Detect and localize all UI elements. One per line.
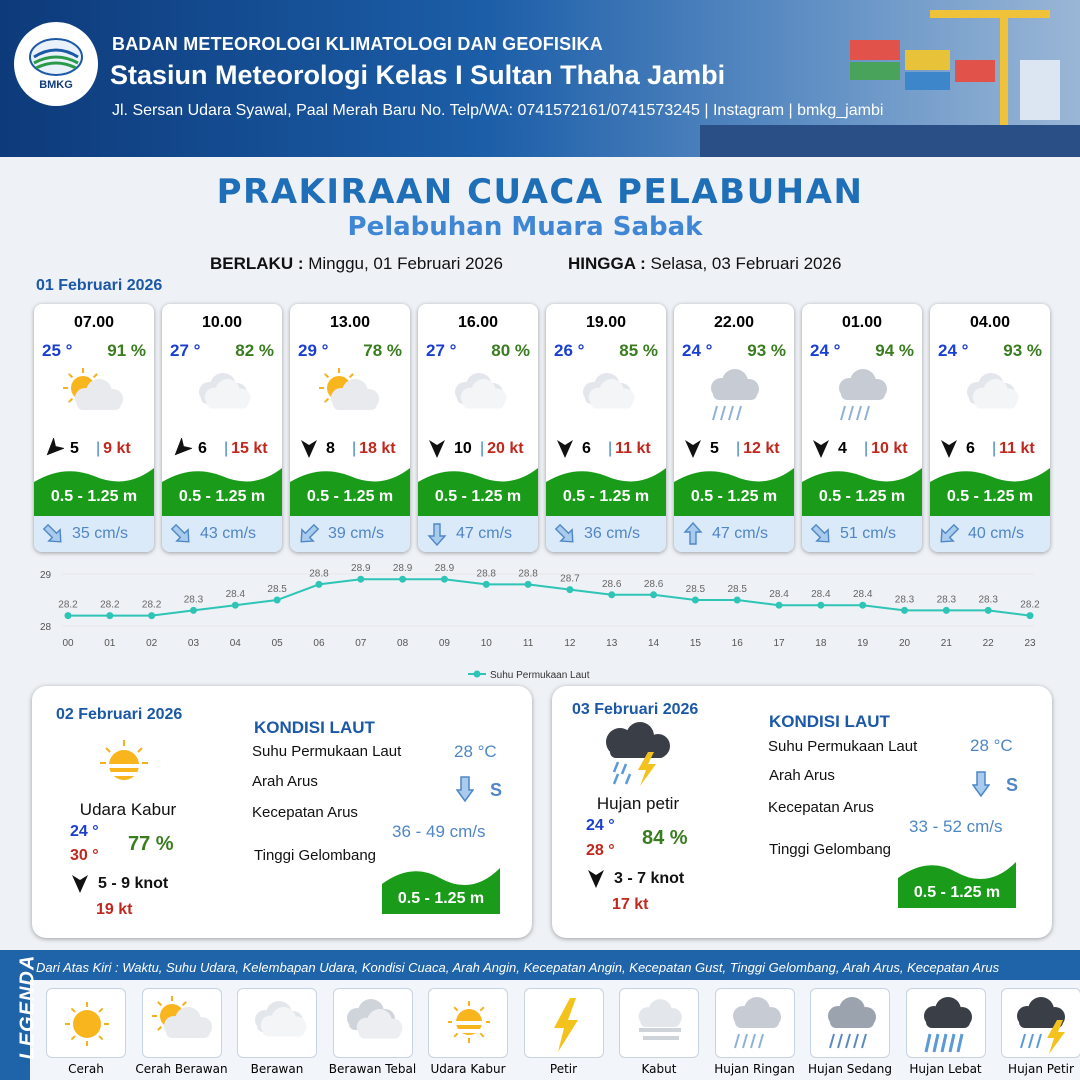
day2-date: 02 Februari 2026: [56, 706, 183, 723]
current-row: [674, 516, 794, 552]
sst-value-label: 28.5: [685, 584, 706, 595]
day3-condition: Hujan petir: [596, 794, 680, 813]
legend-title: LEGENDA: [16, 954, 39, 1060]
sst-point: [441, 576, 448, 583]
current-row: [802, 516, 922, 552]
sst-point: [776, 602, 783, 609]
page-subtitle: Pelabuhan Muara Sabak: [347, 212, 703, 242]
weather-hujan-ringan-icon: [827, 366, 897, 426]
wind-direction-icon: [298, 438, 320, 460]
sst-point: [274, 597, 281, 604]
sst-value-label: 28.9: [392, 563, 413, 575]
valid-from: [210, 254, 503, 274]
x-tick-label: 01: [104, 638, 116, 649]
forecast-card: [930, 304, 1050, 552]
forecast-humidity: 93 %: [1003, 341, 1042, 360]
sst-point: [608, 591, 615, 598]
day1-date: 01 Februari 2026: [36, 277, 163, 294]
sst-point: [817, 602, 824, 609]
weather-berawan-icon: [443, 366, 513, 426]
forecast-humidity: 82 %: [235, 341, 274, 360]
logo-text: BMKG: [39, 79, 73, 91]
cerah-icon: [46, 988, 126, 1058]
legend-item-label: Hujan Petir: [1008, 1062, 1074, 1076]
day2-tmax: 30 °: [70, 847, 99, 864]
sst-value-label: 28.6: [602, 578, 622, 590]
wind-speed: 6: [966, 440, 975, 457]
weather-berawan-icon: [955, 366, 1025, 426]
current-direction-icon: [936, 522, 962, 546]
x-tick-label: 04: [229, 638, 241, 649]
station-name: Stasiun Meteorologi Kelas I Sultan Thaha Jambi: [110, 60, 726, 90]
wave-height: 0.5 - 1.25 m: [434, 488, 522, 505]
gust-speed: | 15 kt: [224, 440, 268, 457]
current-row: [290, 516, 410, 552]
gust-speed: | 9 kt: [96, 440, 131, 457]
forecast-temp: 25 °: [42, 341, 73, 360]
day2-gust: 19 kt: [96, 901, 133, 918]
current-speed: 36 cm/s: [584, 525, 641, 542]
sst-value-label: 28.8: [309, 568, 329, 580]
x-tick-label: 15: [689, 638, 701, 649]
forecast-temp: 29 °: [298, 341, 329, 360]
forecast-humidity: 93 %: [747, 341, 786, 360]
legend-item-label: Cerah: [68, 1062, 104, 1076]
sst-value-label: 28.3: [936, 594, 957, 606]
weather-hujan-ringan-icon: [699, 366, 769, 426]
legend-description: Dari Atas Kiri : Waktu, Suhu Udara, Kelembapan Udara, Kondisi Cuaca, Arah Angin, Kecepatan Angin, Kecepatan Gust, Tinggi Gelombang, Arah Arus, Kecepatan Arus: [36, 960, 1000, 975]
valid-to-value: Selasa, 03 Februari 2026: [650, 254, 842, 273]
wave-height: 0.5 - 1.25 m: [818, 488, 906, 505]
forecast-temp: 24 °: [938, 341, 969, 360]
wind-speed: 8: [326, 440, 335, 457]
forecast-time: 16.00: [457, 314, 499, 331]
day2-wind: 5 - 9 knot: [98, 875, 169, 892]
wave-height: 0.5 - 1.25 m: [306, 488, 394, 505]
gust-speed: | 11 kt: [608, 440, 651, 457]
x-tick-label: 19: [857, 638, 869, 649]
legend: [0, 950, 1080, 1080]
day3-gust: 17 kt: [612, 896, 649, 913]
sst-point: [315, 581, 322, 588]
current-direction-icon: [168, 522, 194, 546]
current-arrow-icon: [456, 776, 474, 802]
forecast-temp: 27 °: [170, 341, 201, 360]
x-tick-label: 22: [982, 638, 994, 649]
current-direction-icon: [808, 522, 834, 546]
legend-series-name: Suhu Permukaan Laut: [490, 670, 590, 681]
x-tick-label: 14: [648, 638, 660, 649]
sst-point: [148, 612, 155, 619]
day3-date: 03 Februari 2026: [572, 701, 699, 718]
sst-point: [1027, 612, 1034, 619]
sst-point: [190, 607, 197, 614]
wind-arrow-icon: [72, 875, 88, 893]
x-tick-label: 09: [438, 638, 450, 649]
x-tick-label: 21: [940, 638, 952, 649]
forecast-temp: 24 °: [810, 341, 841, 360]
valid-from-label: BERLAKU :: [210, 254, 304, 273]
day2-wave-label: Tinggi Gelombang: [254, 847, 377, 864]
hujan-sedang-icon: [810, 988, 890, 1058]
day3-current-dir-label: Arah Arus: [769, 767, 835, 784]
sst-value-label: 28.4: [769, 589, 789, 601]
sst-value-label: 28.4: [852, 589, 873, 601]
sst-value-label: 28.5: [727, 584, 747, 595]
x-tick-label: 12: [564, 638, 576, 649]
wave-height: 0.5 - 1.25 m: [946, 488, 1034, 505]
wind-speed: 10: [454, 440, 472, 457]
hujan-petir-icon: [1001, 988, 1080, 1058]
valid-from-value: Minggu, 01 Februari 2026: [308, 254, 503, 273]
forecast-temp: 26 °: [554, 341, 585, 360]
sst-point: [859, 602, 866, 609]
wind-direction-icon: [682, 438, 704, 460]
current-speed: 35 cm/s: [72, 525, 129, 542]
sst-value-label: 28.7: [560, 573, 580, 585]
day3-current-dir: S: [1006, 775, 1019, 795]
x-tick-label: 13: [606, 638, 618, 649]
current-row: [930, 516, 1050, 552]
legend-item-label: Hujan Lebat: [909, 1062, 982, 1076]
forecast-card: [674, 304, 794, 552]
header-banner: [0, 0, 1080, 157]
sst-value-label: 28.3: [894, 594, 915, 606]
petir-icon: [524, 988, 604, 1058]
current-direction-icon: [296, 522, 322, 546]
forecast-humidity: 85 %: [619, 341, 658, 360]
wind-row: [680, 438, 790, 460]
weather-cerah-berawan-icon: [315, 366, 385, 426]
weather-cerah-berawan-icon: [59, 366, 129, 426]
day3-tmax: 28 °: [586, 842, 615, 859]
chart-svg: [30, 562, 1050, 684]
hazy-sun-icon: [96, 738, 152, 788]
day2-humidity: 77 %: [128, 833, 174, 855]
current-direction-icon: [424, 522, 450, 546]
wind-speed: 5: [70, 440, 79, 457]
gust-speed: | 20 kt: [480, 440, 524, 457]
sst-point: [65, 612, 72, 619]
forecast-card: [546, 304, 666, 552]
legend-item-label: Berawan Tebal: [328, 1062, 417, 1076]
bmkg-emblem-icon: [28, 37, 84, 77]
wind-speed: 5: [710, 440, 719, 457]
sst-point: [734, 597, 741, 604]
wind-speed: 6: [582, 440, 591, 457]
sst-value-label: 28.4: [811, 589, 831, 601]
wave-height: 0.5 - 1.25 m: [50, 488, 138, 505]
day3-panel: [552, 686, 1052, 938]
day3-sea-heading: KONDISI LAUT: [769, 712, 890, 731]
x-tick-label: 18: [815, 638, 827, 649]
sst-point: [106, 612, 113, 619]
day2-condition: Udara Kabur: [79, 800, 177, 819]
address: Jl. Sersan Udara Syawal, Paal Merah Baru No. Telp/WA: 0741572161/0741573245 | Instagram | bmkg_jambi: [112, 102, 884, 119]
day3-sst-label: Suhu Permukaan Laut: [768, 738, 918, 755]
forecast-card: [290, 304, 410, 552]
forecast-card: [802, 304, 922, 552]
forecast-time: 04.00: [969, 314, 1011, 331]
x-tick-label: 23: [1024, 638, 1036, 649]
forecast-card: [162, 304, 282, 552]
sst-point: [399, 576, 406, 583]
current-arrow-icon: [972, 771, 990, 797]
forecast-humidity: 94 %: [875, 341, 914, 360]
sst-value-label: 28.2: [100, 599, 120, 611]
current-direction-icon: [552, 522, 578, 546]
sst-value-label: 28.8: [518, 568, 538, 580]
sst-point: [901, 607, 908, 614]
forecast-card: [34, 304, 154, 552]
legend-item-label: Hujan Ringan: [714, 1062, 795, 1076]
current-speed: 40 cm/s: [968, 525, 1025, 542]
berawan-tebal-icon: [333, 988, 413, 1058]
hourly-forecast-cards: [34, 304, 1054, 552]
day3-current-speed-label: Kecepatan Arus: [768, 799, 874, 816]
udara-kabur-icon: [428, 988, 508, 1058]
sst-point: [525, 581, 532, 588]
gust-speed: | 11 kt: [992, 440, 1035, 457]
hujan-ringan-icon: [715, 988, 795, 1058]
sst-value-label: 28.2: [58, 599, 78, 611]
wind-row: [40, 438, 150, 460]
day3-humidity: 84 %: [642, 827, 688, 849]
day3-current-speed: 33 - 52 cm/s: [909, 817, 1003, 836]
thunderstorm-icon: [596, 722, 678, 788]
sst-point: [483, 581, 490, 588]
x-tick-label: 00: [62, 638, 74, 649]
day2-sea-heading: KONDISI LAUT: [254, 718, 375, 737]
sst-value-label: 28.9: [351, 563, 371, 575]
y-tick-label: 29: [40, 570, 52, 581]
kabut-icon: [619, 988, 699, 1058]
day3-sst: 28 °C: [970, 736, 1013, 755]
current-row: [34, 516, 154, 552]
wind-direction-icon: [938, 438, 960, 460]
forecast-time: 10.00: [201, 314, 243, 331]
x-tick-label: 11: [522, 638, 534, 649]
y-tick-label: 28: [40, 622, 52, 633]
day2-sst: 28 °C: [454, 742, 497, 761]
bmkg-logo: [14, 22, 98, 106]
forecast-time: 13.00: [329, 314, 371, 331]
day2-current-dir: S: [490, 780, 503, 800]
day3-wave: 0.5 - 1.25 m: [913, 884, 1001, 901]
forecast-time: 07.00: [73, 314, 115, 331]
x-tick-label: 07: [355, 638, 367, 649]
sst-point: [357, 576, 364, 583]
day2-current-dir-label: Arah Arus: [252, 773, 318, 790]
x-tick-label: 03: [187, 638, 200, 649]
legend-item-label: Kabut: [641, 1062, 677, 1076]
valid-to-label: HINGGA :: [568, 254, 646, 273]
page-title: PRAKIRAAN CUACA PELABUHAN: [216, 172, 864, 212]
gust-speed: | 18 kt: [352, 440, 396, 457]
forecast-time: 01.00: [841, 314, 883, 331]
wind-direction-icon: [170, 438, 192, 460]
wind-row: [168, 438, 278, 460]
day3-wave-label: Tinggi Gelombang: [769, 841, 892, 858]
x-tick-label: 10: [480, 638, 492, 649]
wind-row: [808, 438, 918, 460]
current-speed: 51 cm/s: [840, 525, 897, 542]
org-name: BADAN METEOROLOGI KLIMATOLOGI DAN GEOFISIKA: [112, 34, 603, 54]
sst-point: [566, 586, 573, 593]
sst-value-label: 28.5: [267, 584, 287, 595]
forecast-humidity: 91 %: [107, 341, 146, 360]
x-tick-label: 17: [773, 638, 785, 649]
legend-item-label: Hujan Sedang: [808, 1062, 892, 1076]
forecast-temp: 27 °: [426, 341, 457, 360]
sst-value-label: 28.3: [978, 594, 998, 606]
forecast-humidity: 80 %: [491, 341, 530, 360]
sst-value-label: 28.4: [225, 589, 246, 601]
day2-panel: [32, 686, 532, 938]
sst-point: [943, 607, 950, 614]
day2-current-speed: 36 - 49 cm/s: [392, 822, 486, 841]
day2-sst-label: Suhu Permukaan Laut: [252, 743, 402, 760]
legend-item-label: Berawan: [250, 1062, 304, 1076]
wind-direction-icon: [810, 438, 832, 460]
sst-value-label: 28.8: [476, 568, 496, 580]
sst-point: [985, 607, 992, 614]
legend-item-label: Udara Kabur: [430, 1062, 506, 1076]
day3-tmin: 24 °: [586, 817, 615, 834]
wave-height: 0.5 - 1.25 m: [178, 488, 266, 505]
wind-row: [424, 438, 534, 460]
x-tick-label: 16: [731, 638, 743, 649]
current-direction-icon: [40, 522, 66, 546]
x-tick-label: 20: [898, 638, 911, 649]
wind-direction-icon: [42, 438, 64, 460]
wave-height: 0.5 - 1.25 m: [562, 488, 650, 505]
forecast-time: 22.00: [713, 314, 755, 331]
current-speed: 39 cm/s: [328, 525, 385, 542]
sst-value-label: 28.6: [643, 578, 664, 590]
x-tick-label: 06: [313, 638, 325, 649]
day2-wave: 0.5 - 1.25 m: [397, 890, 485, 907]
wind-direction-icon: [426, 438, 448, 460]
day3-wind: 3 - 7 knot: [614, 870, 685, 887]
x-tick-label: 05: [271, 638, 283, 649]
current-speed: 47 cm/s: [456, 525, 513, 542]
current-row: [546, 516, 666, 552]
wind-row: [936, 438, 1046, 460]
forecast-time: 19.00: [585, 314, 627, 331]
sst-point: [692, 597, 699, 604]
gust-speed: | 10 kt: [864, 440, 908, 457]
sst-value-label: 28.2: [141, 599, 162, 611]
sst-value-label: 28.2: [1020, 599, 1040, 611]
day2-tmin: 24 °: [70, 823, 99, 840]
x-tick-label: 08: [397, 638, 409, 649]
forecast-humidity: 78 %: [363, 341, 402, 360]
wind-row: [552, 438, 662, 460]
weather-berawan-icon: [571, 366, 641, 426]
wind-speed: 4: [838, 440, 847, 457]
harbor-illustration: [700, 0, 1080, 157]
wind-row: [296, 438, 406, 460]
wind-direction-icon: [554, 438, 576, 460]
valid-to: [568, 254, 841, 274]
current-row: [162, 516, 282, 552]
cerah-berawan-icon: [142, 988, 222, 1058]
current-direction-icon: [680, 522, 706, 546]
sst-point: [232, 602, 239, 609]
hujan-lebat-icon: [906, 988, 986, 1058]
sst-value-label: 28.3: [183, 594, 204, 606]
gust-speed: | 12 kt: [736, 440, 780, 457]
legend-marker: [474, 671, 481, 678]
sst-value-label: 28.9: [434, 563, 455, 575]
weather-berawan-icon: [187, 366, 257, 426]
sea-surface-temperature-chart: [30, 562, 1050, 684]
sst-point: [650, 591, 657, 598]
wind-arrow-icon: [588, 870, 604, 888]
day2-current-speed-label: Kecepatan Arus: [252, 804, 358, 821]
legend-item-label: Cerah Berawan: [135, 1062, 228, 1076]
forecast-temp: 24 °: [682, 341, 713, 360]
current-speed: 43 cm/s: [200, 525, 257, 542]
current-speed: 47 cm/s: [712, 525, 769, 542]
wave-height: 0.5 - 1.25 m: [690, 488, 778, 505]
forecast-card: [418, 304, 538, 552]
wind-speed: 6: [198, 440, 207, 457]
x-tick-label: 02: [146, 638, 158, 649]
sst-line: [68, 579, 1030, 615]
legend-item-label: Petir: [549, 1062, 578, 1076]
berawan-icon: [237, 988, 317, 1058]
current-row: [418, 516, 538, 552]
